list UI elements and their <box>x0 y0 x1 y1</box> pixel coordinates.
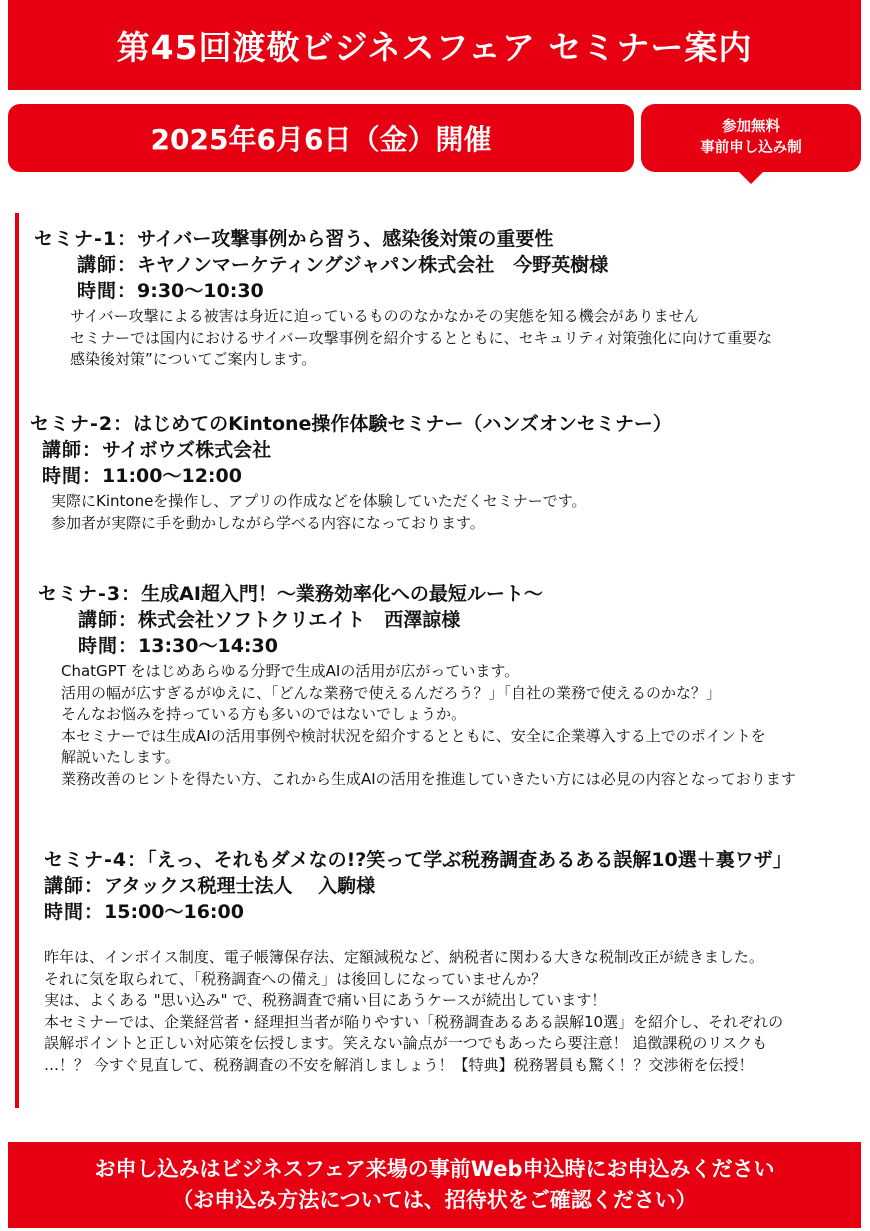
lecturer-name: キヤノンマーケティングジャパン株式会社 今野英樹様 <box>137 254 609 276</box>
description-line: 解説いたします。 <box>61 748 180 766</box>
event-date: 2025年6月6日（金）開催 <box>150 123 492 156</box>
seminar-heading <box>38 581 796 607</box>
lecturer-label: 講師： <box>42 439 103 461</box>
lecturer-name: 株式会社ソフトクリエイト 西澤諒様 <box>138 609 461 631</box>
seminar-time <box>42 463 672 489</box>
seminar-2 <box>30 411 672 534</box>
seminar-1 <box>34 226 772 371</box>
registration-notice-line: （お申込み方法については、招待状をご確認ください） <box>172 1188 697 1212</box>
badge-line-free: 参加無料 <box>722 119 780 135</box>
description-line: 感染後対策”についてご案内します。 <box>70 350 317 368</box>
seminar-label: セミナ-1： <box>34 228 138 250</box>
seminar-time <box>44 899 792 925</box>
lecturer-label: 講師： <box>77 254 138 276</box>
description-line: …！？ 今すぐ見直して、税務調査の不安を解消しましょう！【特典】税務署員も驚く！？交渉術を伝授！ <box>44 1055 754 1074</box>
lecturer-label: 講師： <box>44 875 105 897</box>
description-line: 誤解ポイントと正しい対応策を伝授します。笑えない論点が一つでもあったら要注意！ 追徴課税のリスクも <box>44 1034 768 1052</box>
seminar-label: セミナ-4： <box>44 849 148 871</box>
seminar-title: 生成AI超入門！～業務効率化への最短ルート～ <box>141 583 543 605</box>
seminar-title: 「えっ、それもダメなの!?笑って学ぶ税務調査あるある誤解10選＋裏ワザ」 <box>147 849 792 871</box>
description-line: サイバー攻撃による被害は身近に迫っているもののなかなかその実態を知る機会がありません <box>70 307 699 325</box>
seminar-time <box>78 633 796 659</box>
free-registration-badge <box>641 104 861 172</box>
seminar-description <box>70 306 772 371</box>
seminar-lecturer <box>77 252 772 278</box>
lecturer-name: アタックス税理士法人 入駒様 <box>104 875 376 897</box>
left-accent-rule <box>15 213 19 1108</box>
seminar-description <box>61 661 796 790</box>
description-line: セミナーでは国内におけるサイバー攻撃事例を紹介するとともに、セキュリティ対策強化に向けて重要な <box>70 328 773 347</box>
description-line: 実際にKintoneを操作し、アプリの作成などを体験していただくセミナーです。 <box>51 492 587 510</box>
seminar-4 <box>44 847 792 1076</box>
seminar-description <box>51 491 672 534</box>
lecturer-name: サイボウズ株式会社 <box>102 439 272 461</box>
seminar-title: はじめてのKintone操作体験セミナー（ハンズオンセミナー） <box>133 413 672 435</box>
registration-notice-banner <box>8 1142 861 1228</box>
seminar-description <box>44 947 792 1076</box>
time-label: 時間： <box>44 901 105 923</box>
page-title-banner <box>8 0 861 90</box>
description-line: 本セミナーでは、企業経営者・経理担当者が陥りやすい「税務調査あるある誤解10選」を紹介し、それぞれの <box>44 1012 784 1031</box>
description-line: 本セミナーでは生成AIの活用事例や検討状況を紹介するとともに、安全に企業導入する上でのポイントを <box>61 726 766 745</box>
event-date-banner <box>8 104 634 172</box>
seminar-title: サイバー攻撃事例から習う、感染後対策の重要性 <box>137 228 554 250</box>
description-line: ChatGPT をはじめあらゆる分野で生成AIの活用が広がっています。 <box>61 662 520 680</box>
description-line: 活用の幅が広すぎるがゆえに、「どんな業務で使えるんだろう？」「自社の業務で使えるのかな？」 <box>61 683 722 702</box>
description-line: 昨年は、インボイス制度、電子帳簿保存法、定額減税など、納税者に関わる大きな税制改正が続きました。 <box>44 948 764 966</box>
seminar-label: セミナ-2： <box>30 413 134 435</box>
seminar-lecturer <box>42 437 672 463</box>
seminar-heading <box>30 411 672 437</box>
time-value: 13:30～14:30 <box>138 635 278 657</box>
seminar-lecturer <box>78 607 796 633</box>
badge-pointer <box>739 172 763 184</box>
time-label: 時間： <box>78 635 139 657</box>
time-label: 時間： <box>77 280 138 302</box>
registration-notice-line: お申し込みはビジネスフェア来場の事前Web申込時にお申込みください <box>94 1157 775 1181</box>
seminar-3 <box>38 581 796 790</box>
time-value: 15:00～16:00 <box>104 901 244 923</box>
time-value: 9:30～10:30 <box>137 280 264 302</box>
seminar-heading <box>44 847 792 873</box>
badge-line-registration: 事前申し込み制 <box>700 140 802 156</box>
description-line: 実は、よくある "思い込み" で、税務調査で痛い目にあうケースが続出しています！ <box>44 991 607 1009</box>
seminar-heading <box>34 226 772 252</box>
seminar-time <box>77 278 772 304</box>
page-title: 第45回渡敬ビジネスフェア セミナー案内 <box>116 27 753 67</box>
seminar-label: セミナ-3： <box>38 583 142 605</box>
description-line: そんなお悩みを持っている方も多いのではないでしょうか。 <box>61 705 467 723</box>
description-line: それに気を取られて、「税務調査への備え」は後回しになっていませんか？ <box>44 969 547 988</box>
description-line: 参加者が実際に手を動かしながら学べる内容になっております。 <box>51 513 485 532</box>
time-label: 時間： <box>42 465 103 487</box>
lecturer-label: 講師： <box>78 609 139 631</box>
description-line: 業務改善のヒントを得たい方、これから生成AIの活用を推進していきたい方には必見の内容となっております <box>61 769 796 788</box>
time-value: 11:00～12:00 <box>102 465 242 487</box>
seminar-lecturer <box>44 873 792 899</box>
